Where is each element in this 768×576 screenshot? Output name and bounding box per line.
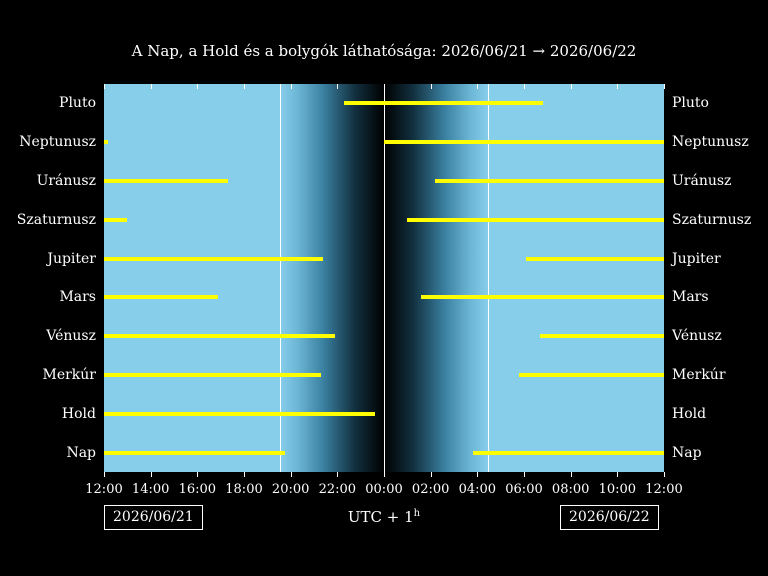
visibility-bar — [421, 295, 664, 299]
visibility-bar — [344, 101, 542, 105]
visibility-bar — [104, 295, 218, 299]
x-tick-label: 16:00 — [178, 482, 217, 497]
visibility-bar — [104, 257, 323, 261]
axis-label-left-uránusz: Uránusz — [36, 173, 96, 189]
axis-label-left-mars: Mars — [59, 289, 96, 306]
x-tick-top — [664, 84, 665, 89]
x-tick — [337, 472, 338, 477]
x-tick-label: 12:00 — [645, 482, 683, 497]
visibility-bar — [104, 140, 108, 144]
axis-label-right-szaturnusz: Szaturnusz — [672, 211, 752, 228]
x-tick-label: 20:00 — [271, 482, 310, 497]
axis-label-right-merkúr: Merkúr — [672, 367, 726, 383]
x-tick-top — [104, 84, 105, 89]
axis-label-left-jupiter: Jupiter — [47, 250, 96, 267]
date-end-badge: 2026/06/22 — [560, 505, 659, 530]
visibility-bar — [104, 451, 285, 455]
x-tick-top — [571, 84, 572, 89]
x-tick — [384, 472, 385, 477]
x-tick-top — [617, 84, 618, 89]
axis-label-left-pluto: Pluto — [59, 95, 96, 112]
visibility-bar — [104, 412, 375, 416]
axis-label-left-nap: Nap — [66, 444, 96, 461]
axis-label-right-jupiter: Jupiter — [672, 250, 721, 267]
visibility-bar — [104, 218, 127, 222]
x-tick-label: 18:00 — [225, 482, 263, 497]
x-tick-label: 12:00 — [85, 482, 123, 497]
x-tick — [571, 472, 572, 477]
x-tick-label: 02:00 — [411, 482, 450, 497]
timezone-label: UTC + $1^h$ — [347, 508, 421, 526]
x-tick — [524, 472, 525, 477]
x-tick-top — [384, 84, 385, 89]
chart-title: A Nap, a Hold és a bolygók láthatósága: 2026/06/21 → 2026/06/22 — [131, 42, 637, 60]
visibility-bar — [435, 179, 664, 183]
visibility-bar — [473, 451, 664, 455]
axis-label-right-uránusz: Uránusz — [672, 173, 732, 189]
x-tick-top — [524, 84, 525, 89]
x-tick-top — [477, 84, 478, 89]
x-tick — [664, 472, 665, 477]
visibility-bar — [104, 179, 228, 183]
x-tick-top — [244, 84, 245, 89]
x-tick-label: 14:00 — [131, 482, 170, 497]
x-tick — [104, 472, 105, 477]
x-tick — [244, 472, 245, 477]
x-tick — [197, 472, 198, 477]
axis-label-right-hold: Hold — [672, 405, 707, 422]
axis-label-left-vénusz: Vénusz — [46, 328, 96, 345]
x-tick-top — [431, 84, 432, 89]
axis-label-left-szaturnusz: Szaturnusz — [16, 211, 96, 228]
visibility-bar — [384, 140, 664, 144]
x-tick-top — [337, 84, 338, 89]
visibility-bar — [104, 373, 321, 377]
axis-label-right-nap: Nap — [672, 444, 702, 461]
visibility-bar — [526, 257, 664, 261]
axis-label-left-hold: Hold — [61, 405, 96, 422]
axis-label-left-neptunusz: Neptunusz — [19, 134, 96, 151]
x-tick-label: 04:00 — [458, 482, 497, 497]
x-tick-top — [291, 84, 292, 89]
plot-area — [104, 84, 664, 472]
visibility-bar — [519, 373, 664, 377]
x-tick — [617, 472, 618, 477]
x-tick-label: 00:00 — [365, 482, 403, 497]
x-tick-label: 08:00 — [551, 482, 590, 497]
x-tick-top — [151, 84, 152, 89]
x-tick — [151, 472, 152, 477]
x-tick — [431, 472, 432, 477]
x-tick-label: 06:00 — [505, 482, 543, 497]
axis-label-right-pluto: Pluto — [672, 95, 709, 112]
visibility-bar — [104, 334, 335, 338]
axis-label-right-vénusz: Vénusz — [672, 328, 722, 345]
visibility-bar — [407, 218, 664, 222]
axis-label-right-neptunusz: Neptunusz — [672, 134, 749, 151]
x-tick-top — [197, 84, 198, 89]
date-start-badge: 2026/06/21 — [104, 505, 203, 530]
axis-label-left-merkúr: Merkúr — [42, 367, 96, 383]
axis-label-right-mars: Mars — [672, 289, 709, 306]
x-tick-label: 22:00 — [318, 482, 357, 497]
x-tick-label: 10:00 — [598, 482, 637, 497]
visibility-bar — [540, 334, 664, 338]
x-tick — [291, 472, 292, 477]
x-tick — [477, 472, 478, 477]
